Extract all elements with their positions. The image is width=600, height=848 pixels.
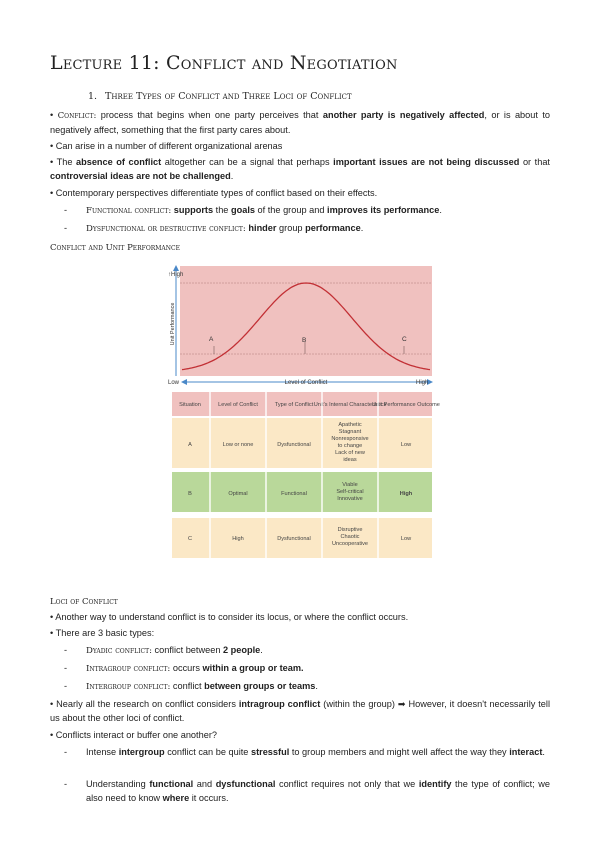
svg-text:C: C [187, 536, 193, 542]
svg-text:B: B [188, 491, 192, 497]
header-situation: Situation [179, 402, 201, 408]
point-c-label: C [402, 336, 407, 343]
understanding-item: - Understanding functional and dysfunctional conflict requires not only that we identify the type of conflict; we also need to know where it occurs. [64, 779, 550, 803]
header-outcome: Unit Performance Outcome [372, 402, 440, 408]
svg-text:High: High [232, 536, 244, 542]
svg-text:High: High [399, 491, 413, 497]
svg-text:Nonresponsive: Nonresponsive [331, 436, 369, 442]
svg-text:Dysfunctional: Dysfunctional [277, 442, 311, 448]
x-axis-left-arrow [181, 379, 187, 385]
svg-text:Apathetic: Apathetic [338, 422, 362, 428]
intense-item: - Intense intergroup conflict can be quite stressful to group members and might well affect the way they interact. [64, 747, 545, 757]
x-low-label: Low [168, 380, 180, 386]
y-axis-arrow [173, 265, 179, 271]
svg-text:Stagnant: Stagnant [338, 429, 362, 435]
interact-question: • Conflicts interact or buffer one another? [50, 730, 217, 740]
svg-text:to change: to change [337, 443, 363, 449]
x-high-label: High [416, 380, 429, 386]
header-characteristics: Unit's Internal Characteristics [313, 402, 387, 408]
point-b-label: B [302, 337, 307, 344]
section-number: 1. [88, 91, 98, 102]
svg-text:Low: Low [400, 442, 412, 448]
svg-text:ideas: ideas [343, 457, 357, 463]
research-bullet: • Nearly all the research on conflict considers intragroup conflict (within the group) ➡ However, it doesn't necessarily tell us about the other loci of conflict. [50, 699, 551, 723]
table-headers [179, 402, 440, 408]
intragroup-item: - Intragroup conflict: occurs within a group or team. [64, 663, 304, 674]
svg-text:A: A [188, 442, 192, 448]
svg-text:Disruptive: Disruptive [337, 527, 363, 533]
svg-text:Uncooperative: Uncooperative [331, 541, 369, 547]
y-high-label: ↑High [168, 272, 184, 278]
intergroup-item: - Intergroup conflict: conflict between groups or teams. [64, 681, 318, 692]
bullet-absence: • The absence of conflict altogether can be a signal that perhaps important issues are not being discussed or that controversial ideas are not be challenged. [50, 157, 550, 181]
bullet-arenas: • Can arise in a number of different organizational arenas [50, 141, 283, 151]
page-title: Lecture 11: Conflict and Negotiation [50, 52, 398, 74]
x-axis-label: Level of Conflict [284, 380, 328, 386]
svg-text:Chaotic: Chaotic [340, 534, 360, 540]
svg-text:Viable: Viable [342, 482, 358, 488]
dysfunctional-item: - Dysfunctional or destructive conflict: hinder group performance. [64, 223, 364, 234]
svg-text:Lack of new: Lack of new [335, 450, 365, 456]
point-a-label: A [209, 336, 214, 343]
svg-text:Functional: Functional [281, 491, 307, 497]
section-heading [88, 90, 352, 104]
header-level: Level of Conflict [218, 402, 258, 408]
conflict-definition: • Conflict: process that begins when one party perceives that another party is negatively affected, or is about to negatively affect, something that the first party cares about. [50, 110, 550, 135]
loci-intro: • Another way to understand conflict is to consider its locus, or where the conflict occurs. [50, 612, 409, 622]
functional-item: - Functional conflict: supports the goals of the group and improves its performance. [64, 205, 442, 216]
header-type: Type of Conflict [274, 402, 314, 408]
loci-heading: Loci of Conflict [50, 597, 118, 607]
svg-text:Low or none: Low or none [222, 442, 254, 448]
dyadic-item: - Dyadic conflict: conflict between 2 people. [64, 645, 263, 656]
figure-heading: Conflict and Unit Performance [50, 243, 180, 253]
svg-text:Innovative: Innovative [337, 496, 363, 502]
svg-text:Low: Low [400, 536, 412, 542]
y-axis-label: Unit Performance [170, 302, 176, 346]
svg-text:Dysfunctional: Dysfunctional [277, 536, 311, 542]
svg-text:Optimal: Optimal [228, 491, 248, 497]
conflict-performance-figure [168, 262, 440, 588]
bullet-perspectives: • Contemporary perspectives differentiate types of conflict based on their effects. [50, 188, 378, 198]
loci-types: • There are 3 basic types: [50, 628, 155, 638]
svg-text:Self-critical: Self-critical [336, 489, 364, 495]
section-title: Three Types of Conflict and Three Loci of Conflict [105, 91, 352, 102]
